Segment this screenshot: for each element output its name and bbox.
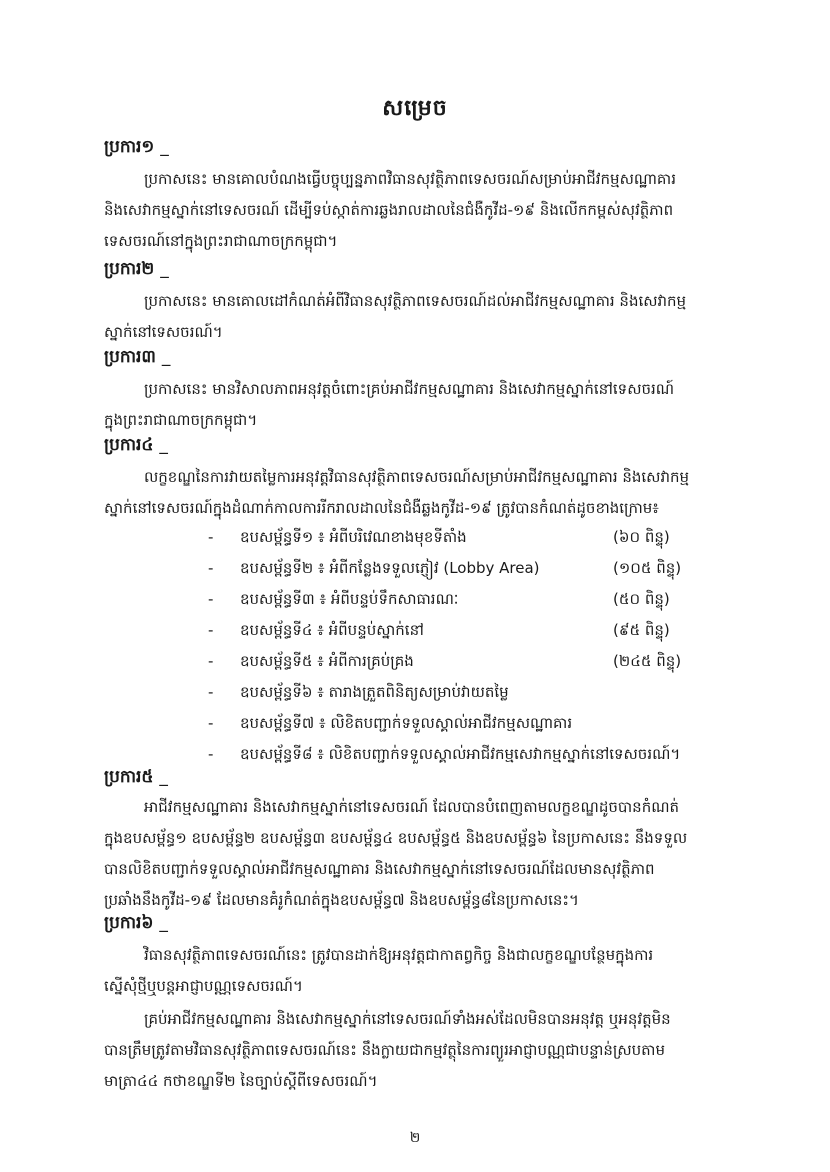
- list-item: [208, 739, 728, 770]
- paragraph-line: គ្រប់អាជីវកម្មសណ្ឋាគារ និងសេវាកម្មស្នាក់នៅទេសចរណ៍ទាំងអស់ដែលមិនបានអនុវត្ត ឬអនុវត្តមិន: [144, 1010, 671, 1028]
- annex-text: ឧបសម្ព័ន្ធទី២ ៖ អំពីកន្លែងទទួលភ្ញៀវ (Lobby Area): [240, 559, 540, 577]
- paragraph-line: អាជីវកម្មសណ្ឋាគារ និងសេវាកម្មស្នាក់នៅទេសចរណ៍ ដែលបានបំពេញតាមលក្ខខណ្ឌដូចបានកំណត់: [144, 798, 680, 816]
- article-label-dash: _: [159, 767, 168, 787]
- article-1-label: [104, 136, 169, 161]
- list-bullet: -: [208, 745, 214, 763]
- article-6-label: [104, 912, 168, 937]
- annex-points: (៥០ ពិន្ទុ): [613, 590, 670, 608]
- article-label-text: ប្រការ២: [104, 259, 155, 279]
- paragraph-line: បានលិខិតបញ្ជាក់ទទួលស្គាល់អាជីវកម្មសណ្ឋាគារ និងសេវាកម្មស្នាក់នៅទេសចរណ៍ដែលមានសុវត្ថិភាព: [104, 860, 655, 878]
- annex-points: (២៤៥ ពិន្ទុ): [613, 652, 682, 670]
- article-label-dash: _: [160, 259, 169, 279]
- annex-text: ឧបសម្ព័ន្ធទី៣ ៖ អំពីបន្ទប់ទឹកសាធារណៈ: [240, 590, 459, 608]
- list-bullet: -: [208, 590, 214, 608]
- article-5-text: [104, 792, 724, 916]
- paragraph-line: ស្នាក់នៅទេសចរណ៍។: [104, 323, 223, 341]
- article-6-text-2: [104, 1004, 724, 1097]
- article-2-label: [104, 258, 169, 283]
- annex-points: (៦០ ពិន្ទុ): [613, 528, 670, 546]
- decision-heading: សម្រេច: [382, 96, 448, 121]
- paragraph-line: ទេសចរណ៍នៅក្នុងព្រះរាជាណាចក្រកម្ពុជា។: [104, 232, 338, 250]
- annex-list: [208, 522, 728, 770]
- list-bullet: -: [208, 714, 214, 732]
- list-bullet: -: [208, 528, 214, 546]
- list-item: [208, 522, 728, 553]
- article-6-text: [104, 940, 724, 1002]
- annex-text: ឧបសម្ព័ន្ធទី៧ ៖ លិខិតបញ្ជាក់ទទួលស្គាល់អាជីវកម្មសណ្ឋាគារ: [240, 714, 573, 732]
- article-label-text: ប្រការ៣: [104, 347, 156, 367]
- article-label-text: ប្រការ៦: [104, 913, 154, 933]
- article-label-dash: _: [161, 347, 171, 367]
- paragraph-line: និងសេវាកម្មស្នាក់នៅទេសចរណ៍ ដើម្បីទប់ស្កាត់ការឆ្លងរាលដាលនៃជំងឺកូវីដ-១៩ និងលើកកម្ពស់សុវត្ថិភាព: [104, 201, 674, 219]
- paragraph-line: ក្នុងឧបសម្ព័ន្ធ១ ឧបសម្ព័ន្ធ២ ឧបសម្ព័ន្ធ៣ ឧបសម្ព័ន្ធ៤ ឧបសម្ព័ន្ធ៥ និងឧបសម្ព័ន្ធ៦ នៃប្រកាសនេះ នឹងទទួល: [104, 829, 688, 847]
- paragraph-line: ក្នុងព្រះរាជាណាចក្រកម្ពុជា។: [104, 411, 258, 429]
- annex-points: (៩៥ ពិន្ទុ): [613, 621, 670, 639]
- list-item: [208, 708, 728, 739]
- paragraph-line: ប្រឆាំងនឹងកូវីដ-១៩ ដែលមានគំរូកំណត់ក្នុងឧបសម្ព័ន្ធ៧ និងឧបសម្ព័ន្ធ៨នៃប្រកាសនេះ។: [104, 891, 579, 909]
- annex-text: ឧបសម្ព័ន្ធទី៨ ៖ លិខិតបញ្ជាក់ទទួលស្គាល់អាជីវកម្មសេវាកម្មស្នាក់នៅទេសចរណ៍។: [240, 745, 681, 763]
- annex-text: ឧបសម្ព័ន្ធទី៦ ៖ តារាងត្រួតពិនិត្យសម្រាប់វាយតម្លៃ: [240, 683, 509, 701]
- list-item: [208, 584, 728, 615]
- article-label-dash: _: [159, 913, 168, 933]
- annex-text: ឧបសម្ព័ន្ធទី៥ ៖ អំពីការគ្រប់គ្រង: [240, 652, 414, 670]
- article-label-dash: _: [160, 137, 169, 157]
- paragraph-line: ប្រកាសនេះ មានគោលបំណងធ្វើបច្ចុប្បន្នភាពវិធានសុវត្ថិភាពទេសចរណ៍សម្រាប់អាជីវកម្មសណ្ឋាគារ: [144, 170, 676, 188]
- list-item: [208, 677, 728, 708]
- article-2-text: [104, 286, 724, 348]
- article-5-label: [104, 766, 168, 791]
- paragraph-line: លក្ខខណ្ឌនៃការវាយតម្លៃការអនុវត្តវិធានសុវត្ថិភាពទេសចរណ៍សម្រាប់អាជីវកម្មសណ្ឋាគារ និងសេវាកម្ម: [144, 468, 690, 486]
- paragraph-line: ប្រកាសនេះ មានគោលដៅកំណត់អំពីវិធានសុវត្ថិភាពទេសចរណ៍ដល់អាជីវកម្មសណ្ឋាគារ និងសេវាកម្ម: [144, 292, 687, 310]
- article-label-dash: _: [159, 435, 168, 455]
- article-3-label: [104, 346, 170, 371]
- article-label-text: ប្រការ៤: [104, 435, 154, 455]
- paragraph-line: ស្នើសុំថ្មីឬបន្តអាជ្ញាបណ្ណទេសចរណ៍។: [104, 977, 303, 995]
- article-4-text: [104, 462, 724, 524]
- annex-text: ឧបសម្ព័ន្ធទី១ ៖ អំពីបរិវេណខាងមុខទីតាំង: [240, 528, 467, 546]
- list-bullet: -: [208, 621, 214, 639]
- list-bullet: -: [208, 652, 214, 670]
- annex-points: (១០៥ ពិន្ទុ): [613, 559, 682, 577]
- paragraph-line: វិធានសុវត្ថិភាពទេសចរណ៍នេះ ត្រូវបានដាក់ឱ្យអនុវត្តជាកាតព្វកិច្ច និងជាលក្ខខណ្ឌបន្ថែមក្នុងការ: [144, 946, 654, 964]
- paragraph-line: ស្នាក់នៅទេសចរណ៍ក្នុងដំណាក់កាលការរីករាលដាលនៃជំងឺឆ្លងកូវីដ-១៩ ត្រូវបានកំណត់ដូចខាងក្រោម៖: [104, 499, 659, 517]
- page-number: ២: [409, 1130, 421, 1146]
- list-bullet: -: [208, 683, 214, 701]
- list-item: [208, 646, 728, 677]
- list-item: [208, 615, 728, 646]
- paragraph-line: បានត្រឹមត្រូវតាមវិធានសុវត្ថិភាពទេសចរណ៍នេះ នឹងក្លាយជាកម្មវត្ថុនៃការព្យួរអាជ្ញាបណ្ណជាបន្ទាន់ស្របតាម: [104, 1041, 665, 1059]
- list-item: [208, 553, 728, 584]
- article-1-text: [104, 164, 724, 257]
- article-label-text: ប្រការ១: [104, 137, 155, 157]
- paragraph-line: មាត្រា៤៤ កថាខណ្ឌទី២ នៃច្បាប់ស្តីពីទេសចរណ៍។: [104, 1072, 378, 1090]
- article-3-text: [104, 374, 724, 436]
- article-4-label: [104, 434, 168, 459]
- paragraph-line: ប្រកាសនេះ មានវិសាលភាពអនុវត្តចំពោះគ្រប់អាជីវកម្មសណ្ឋាគារ និងសេវាកម្មស្នាក់នៅទេសចរណ៍: [144, 380, 675, 398]
- list-bullet: -: [208, 559, 214, 577]
- annex-text: ឧបសម្ព័ន្ធទី៤ ៖ អំពីបន្ទប់ស្នាក់នៅ: [240, 621, 424, 639]
- article-label-text: ប្រការ៥: [104, 767, 154, 787]
